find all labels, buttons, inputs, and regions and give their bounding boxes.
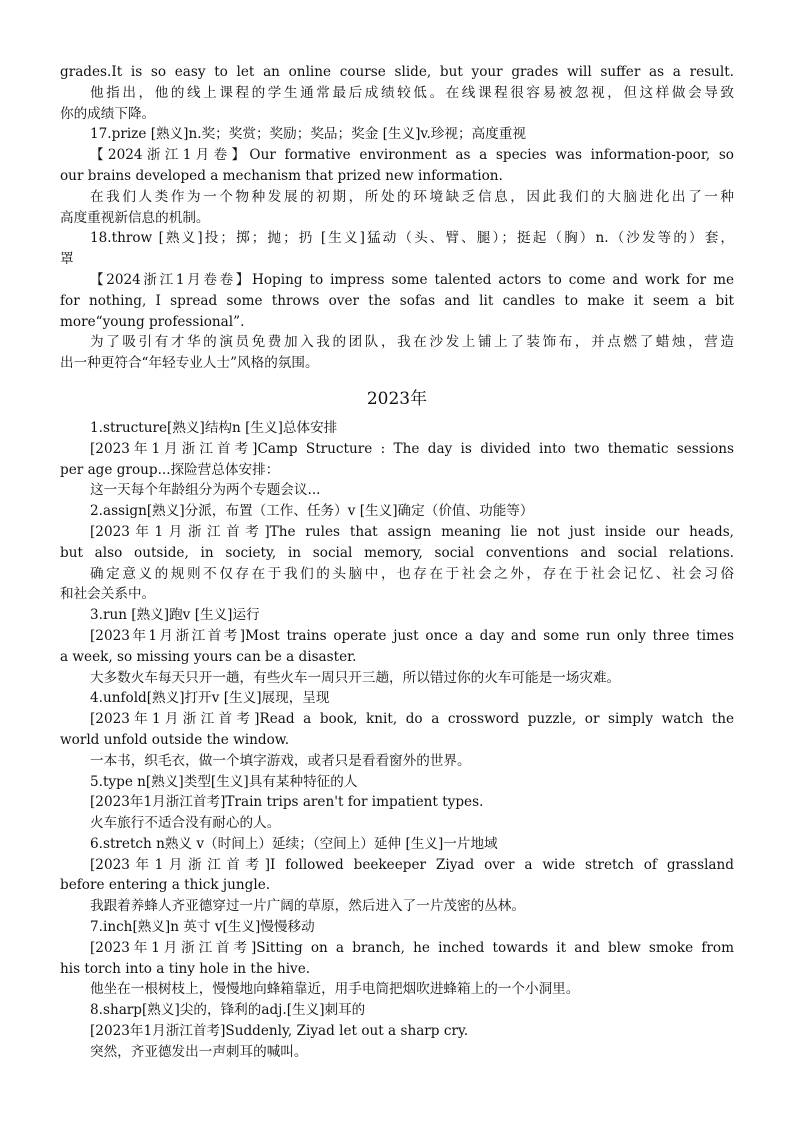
- text-line: 他坐在一根树枝上，慢慢地向蜂箱靠近，用手电筒把烟吹进蜂箱上的一个小洞里。: [90, 981, 580, 998]
- text-line: grades.It is so easy to let an online course slide, but your grades will suffer as a result.: [60, 64, 734, 80]
- text-line: 我跟着养蜂人齐亚德穿过一片广阔的草原，然后进入了一片茂密的丛林。: [90, 898, 525, 915]
- text-line: before entering a thick jungle.: [60, 877, 271, 894]
- text-line: 8.sharp[熟义]尖的，锋利的adj.[生义]刺耳的: [90, 1002, 366, 1019]
- text-line: 18.throw [熟义]投；掷；抛；扔 [生义]猛动（头、臂、腿）；挺起（胸）n.（沙发等的）套，: [90, 230, 734, 247]
- text-line: [2023年1月浙江首考]The rules that assign meaning lie not just inside our heads,: [90, 523, 734, 540]
- section-heading: 2023年: [366, 388, 428, 409]
- text-line: world unfold outside the window.: [60, 731, 290, 748]
- text-line: [2023年1月浙江首考]Read a book, knit, do a crossword puzzle, or simply watch the: [90, 711, 734, 728]
- text-line: but also outside, in society, in social memory, social conventions and social relations.: [60, 544, 734, 561]
- text-line: 确定意义的规则不仅存在于我们的头脑中，也存在于社会之外，存在于社会记忆、社会习俗: [90, 565, 734, 582]
- text-line: 你的成绩下降。: [60, 105, 156, 122]
- section-2024-continued: [60, 62, 734, 374]
- text-line: 6.stretch n熟义 v（时间上）延续；（空间上）延伸 [生义]一片地域: [90, 835, 498, 852]
- text-line: 罩: [60, 251, 74, 268]
- text-line: his torch into a tiny hole in the hive.: [60, 960, 311, 977]
- text-line: 4.unfold[熟义]打开v [生义]展现，呈现: [90, 690, 330, 707]
- text-line: 7.inch[熟义]n 英寸 v[生义]慢慢移动: [90, 919, 315, 936]
- text-line: 为了吸引有才华的演员免费加入我的团队，我在沙发上铺上了装饰布，并点燃了蜡烛，营造: [90, 334, 734, 351]
- text-line: 出一种更符合“年轻专业人士”风格的氛围。: [60, 355, 319, 372]
- text-line: per age group...探险营总体安排：: [60, 461, 280, 478]
- text-line: 突然，齐亚德发出一声刺耳的喊叫。: [90, 1043, 308, 1060]
- text-line: 5.type n[熟义]类型[生义]具有某种特征的人: [90, 773, 358, 790]
- text-line: 17.prize [熟义]n.奖；奖赏；奖励；奖品；奖金 [生义]v.珍视；高度重视: [90, 126, 526, 143]
- text-line: [2023年1月浙江首考]Camp Structure : The day is divided into two thematic sessions: [90, 440, 734, 457]
- text-line: 一本书，织毛衣，做一个填字游戏，或者只是看看窗外的世界。: [90, 752, 471, 769]
- text-line: [2023年1月浙江首考]Sitting on a branch, he inched towards it and blew smoke from: [90, 939, 734, 956]
- text-line: 大多数火车每天只开一趟，有些火车一周只开三趟，所以错过你的火车可能是一场灾难。: [90, 669, 621, 686]
- text-line: 【2024浙江1月卷卷】Hoping to impress some talented actors to come and work for me: [90, 271, 734, 288]
- text-line: our brains developed a mechanism that prized new information.: [60, 167, 503, 184]
- text-line: a week, so missing yours can be a disaster.: [60, 648, 357, 665]
- text-line: 这一天每个年龄组分为两个专题会议...: [90, 482, 321, 499]
- text-line: 和社会关系中。: [60, 586, 156, 603]
- text-line: [2023年1月浙江首考]Train trips aren't for impatient types.: [90, 794, 484, 811]
- text-line: 在我们人类作为一个物种发展的初期，所处的环境缺乏信息，因此我们的大脑进化出了一种: [90, 188, 734, 205]
- text-line: 火车旅行不适合没有耐心的人。: [90, 815, 281, 832]
- text-line: [2023年1月浙江首考]Suddenly, Ziyad let out a sharp cry.: [90, 1023, 469, 1040]
- document-page: [60, 62, 734, 1063]
- text-line: more“young professional”.: [60, 313, 245, 330]
- text-line: 1.structure[熟义]结构n [生义]总体安排: [90, 419, 338, 436]
- text-line: [2023年1月浙江首考]I followed beekeeper Ziyad over a wide stretch of grassland: [90, 856, 734, 873]
- text-line: 2.assign[熟义]分派，布置（工作、任务）v [生义]确定（价值、功能等）: [90, 503, 534, 520]
- text-line: for nothing, I spread some throws over the sofas and lit candles to make it seem a bit: [60, 292, 734, 309]
- text-line: 3.run [熟义]跑v [生义]运行: [90, 607, 260, 624]
- text-line: 高度重视新信息的机制。: [60, 209, 210, 226]
- text-line: 他指出，他的线上课程的学生通常最后成绩较低。在线课程很容易被忽视，但这样做会导致: [90, 84, 734, 101]
- text-line: [2023年1月浙江首考]Most trains operate just once a day and some run only three times: [90, 627, 734, 644]
- section-2023: [60, 418, 734, 1063]
- text-line: 【2024浙江1月卷】Our formative environment as a species was information-poor, so: [90, 147, 734, 164]
